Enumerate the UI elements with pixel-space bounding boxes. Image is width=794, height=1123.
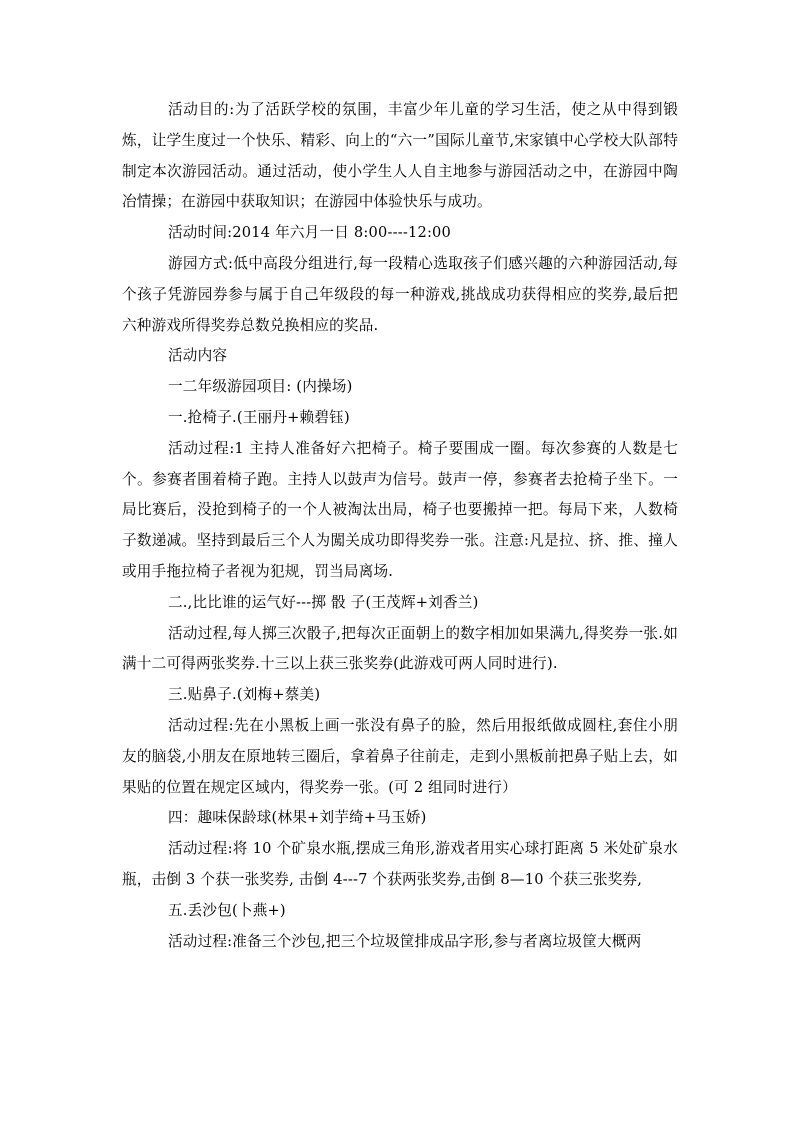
grade-section-heading: 一二年级游园项目: (内操场) (168, 378, 353, 396)
purpose-paragraph: 活动目的:为了活跃学校的氛围，丰富少年儿童的学习生活，使之从中得到锻炼，让学生度过一个快乐、精彩、向上的“六一”国际儿童节,宋家镇中心学校大队部特制定本次游园活动。通过活动，使小学生人人自主地参与游园活动之中，在游园中陶冶情操；在游园中获取知识；在游园中体验快乐与成功。 (122, 101, 678, 211)
game-1-process: 活动过程:1 主持人准备好六把椅子。椅子要围成一圈。每次参赛的人数是七个。参赛者围着椅子跑。主持人以鼓声为信号。鼓声一停，参赛者去抢椅子坐下。一局比赛后，没抢到椅子的一个人被淘汰出局，椅子也要搬掉一把。每局下来，人数椅子数递减。坚持到最后三个人为闖关成功即得奖券一张。注意:凡是拉、挤、推、撞人或用手拖拉椅子者视为犯规，罚当局离场. (122, 439, 678, 580)
game-2-process: 活动过程,每人掷三次骰子,把每次正面朝上的数字相加如果满九,得奖券一张.如满十二可得两张奖券.十三以上获三张奖券(此游戏可两人同时进行). (122, 624, 678, 673)
game-1-title: 一.抢椅子.(王丽丹+赖碧钰) (168, 408, 350, 426)
game-3-process: 活动过程:先在小黑板上画一张没有鼻子的脸，然后用报纸做成圆柱,套住小朋友的脑袋,小朋友在原地转三圈后，拿着鼻子往前走，走到小黑板前把鼻子贴上去，如果贴的位置在规定区域内，得奖券一张。(可 2 组同时进行） (122, 716, 678, 796)
document-body (122, 95, 678, 957)
method-paragraph: 游园方式:低中高段分组进行,每一段精心选取孩子们感兴趣的六种游园活动,每个孩子凭游园券参与属于自己年级段的每一种游戏,挑战成功获得相应的奖券,最后把六种游戏所得奖券总数兑换相应的奖品. (122, 254, 678, 334)
game-4-process: 活动过程:将 10 个矿泉水瓶,摆成三角形,游戏者用实心球打距离 5 米处矿泉水瓶，击倒 3 个获一张奖券, 击倒 4---7 个获两张奖券,击倒 8—10 个获三张奖券, (122, 840, 678, 888)
content-heading: 活动内容 (168, 347, 228, 365)
game-5-process: 活动过程:准备三个沙包,把三个垃圾筐排成品字形,参与者离垃圾筐大概两 (168, 932, 642, 950)
game-3-title: 三.贴鼻子.(刘梅+蔡美) (168, 686, 321, 704)
game-2-title: 二.,比比谁的运气好---掷 骰 子(王茂辉+刘香兰) (168, 593, 479, 611)
game-5-title: 五.丢沙包(卜燕+) (168, 901, 286, 919)
game-4-title: 四：趣味保龄球(林果+刘芋绮+马玉娇) (168, 809, 427, 827)
time-paragraph: 活动时间:2014 年六月一日 8:00----12:00 (168, 224, 452, 242)
